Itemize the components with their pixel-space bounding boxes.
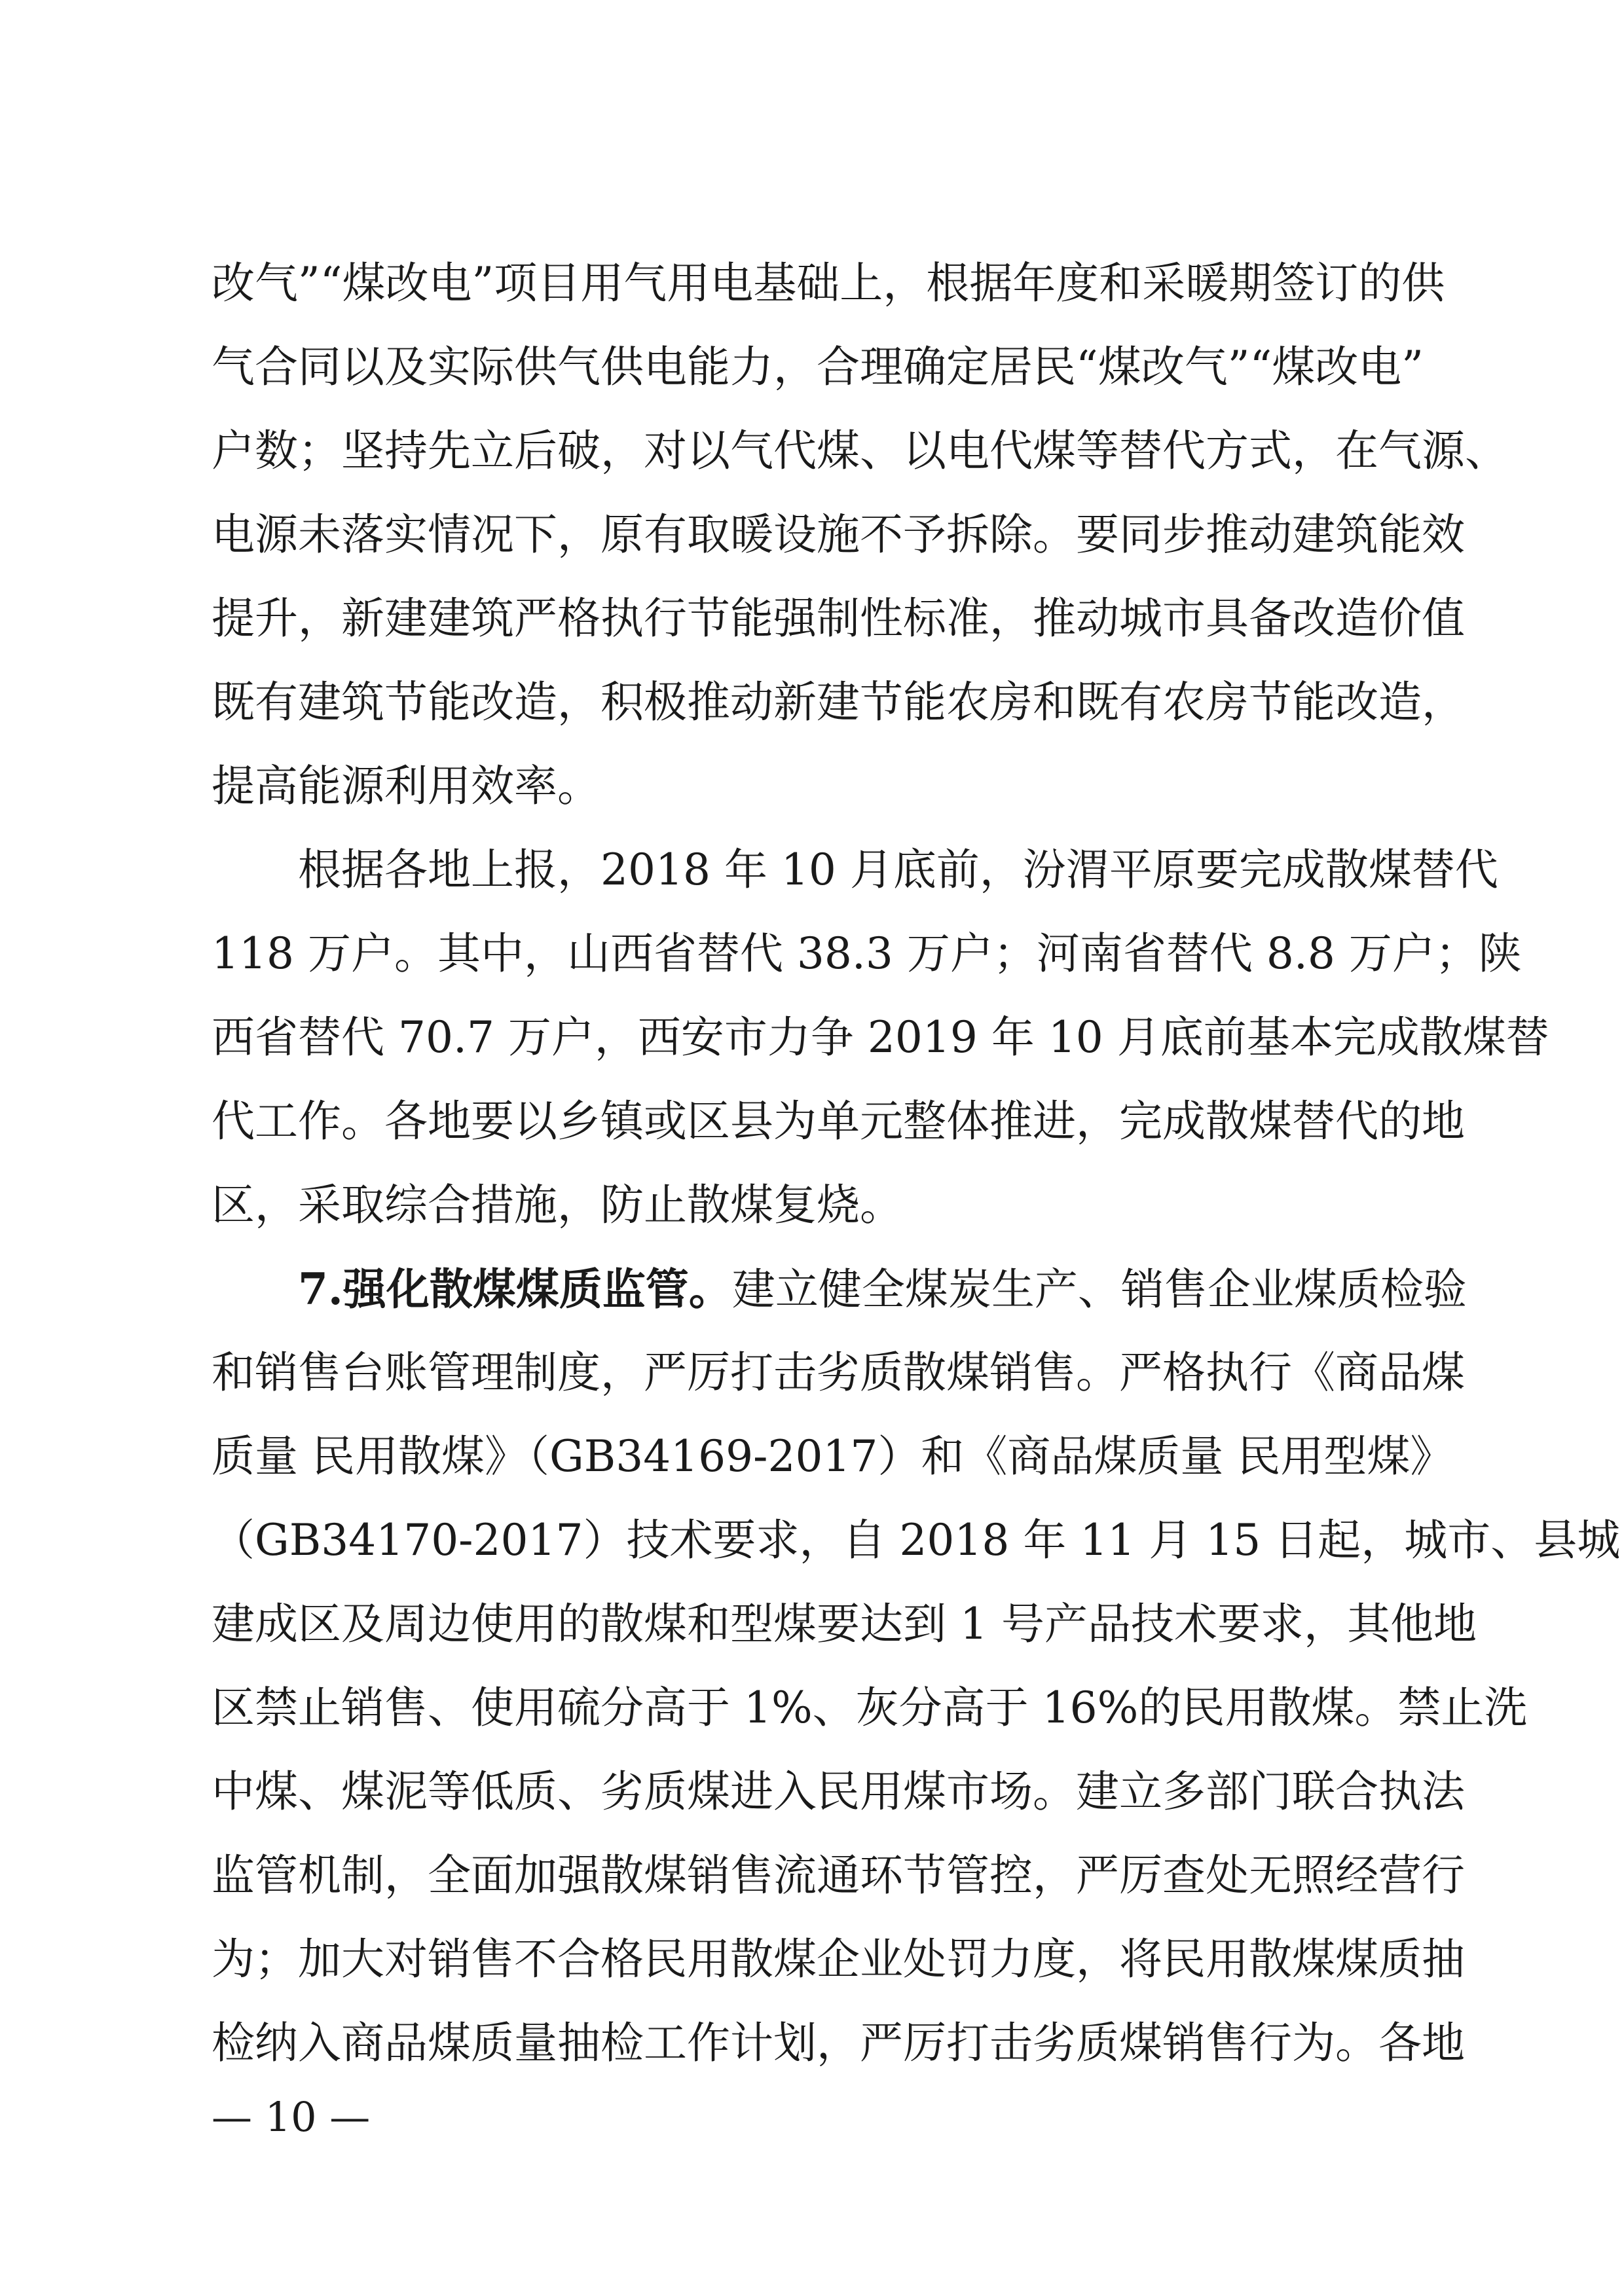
text-line: 检纳入商品煤质量抽检工作计划，严厉打击劣质煤销售行为。各地 <box>212 2018 1465 2068</box>
text-line: 监管机制，全面加强散煤销售流通环节管控，严厉查处无照经营行 <box>212 1850 1465 1901</box>
section-heading <box>298 1256 1467 1322</box>
section-heading-title: 7.强化散煤煤质监管。 <box>298 1264 732 1315</box>
text-line: 电源未落实情况下，原有取暖设施不予拆除。要同步推动建筑能效 <box>212 509 1465 560</box>
page-number: — 10 — <box>212 2093 371 2141</box>
text-line: 代工作。各地要以乡镇或区县为单元整体推进，完成散煤替代的地 <box>212 1096 1465 1146</box>
text-line: 气合同以及实际供气供电能力，合理确定居民“煤改气”“煤改电” <box>212 342 1424 392</box>
text-line: 既有建筑节能改造，积极推动新建节能农房和既有农房节能改造， <box>212 677 1465 727</box>
text-line: 改气”“煤改电”项目用气用电基础上，根据年度和采暖期签订的供 <box>212 258 1445 308</box>
text-line: 区，采取综合措施，防止散煤复烧。 <box>212 1180 903 1230</box>
text-line: 质量 民用散煤》（GB34169-2017）和《商品煤质量 民用型煤》 <box>212 1431 1454 1482</box>
text-line: 建成区及周边使用的散煤和型煤要达到 1 号产品技术要求，其他地 <box>212 1599 1477 1649</box>
text-line: 提高能源利用效率。 <box>212 761 600 811</box>
text-line: 西省替代 70.7 万户，西安市力争 2019 年 10 月底前基本完成散煤替 <box>212 1012 1549 1063</box>
text-line: 为；加大对销售不合格民用散煤企业处罚力度，将民用散煤煤质抽 <box>212 1934 1465 1984</box>
text-line: 根据各地上报，2018 年 10 月底前，汾渭平原要完成散煤替代 <box>298 845 1498 895</box>
text-line: 和销售台账管理制度，严厉打击劣质散煤销售。严格执行《商品煤 <box>212 1347 1465 1398</box>
text-line: 提升，新建建筑严格执行节能强制性标准，推动城市具备改造价值 <box>212 593 1465 644</box>
text-line: 中煤、煤泥等低质、劣质煤进入民用煤市场。建立多部门联合执法 <box>212 1766 1465 1817</box>
text-line: 户数；坚持先立后破，对以气代煤、以电代煤等替代方式，在气源、 <box>212 426 1508 476</box>
section-heading-text: 建立健全煤炭生产、销售企业煤质检验 <box>731 1264 1467 1315</box>
text-line: （GB34170-2017）技术要求，自 2018 年 11 月 15 日起，城市、县城 <box>212 1515 1621 1565</box>
text-line: 118 万户。其中，山西省替代 38.3 万户；河南省替代 8.8 万户；陕 <box>212 928 1522 979</box>
text-line: 区禁止销售、使用硫分高于 1%、灰分高于 16%的民用散煤。禁止洗 <box>212 1683 1528 1733</box>
